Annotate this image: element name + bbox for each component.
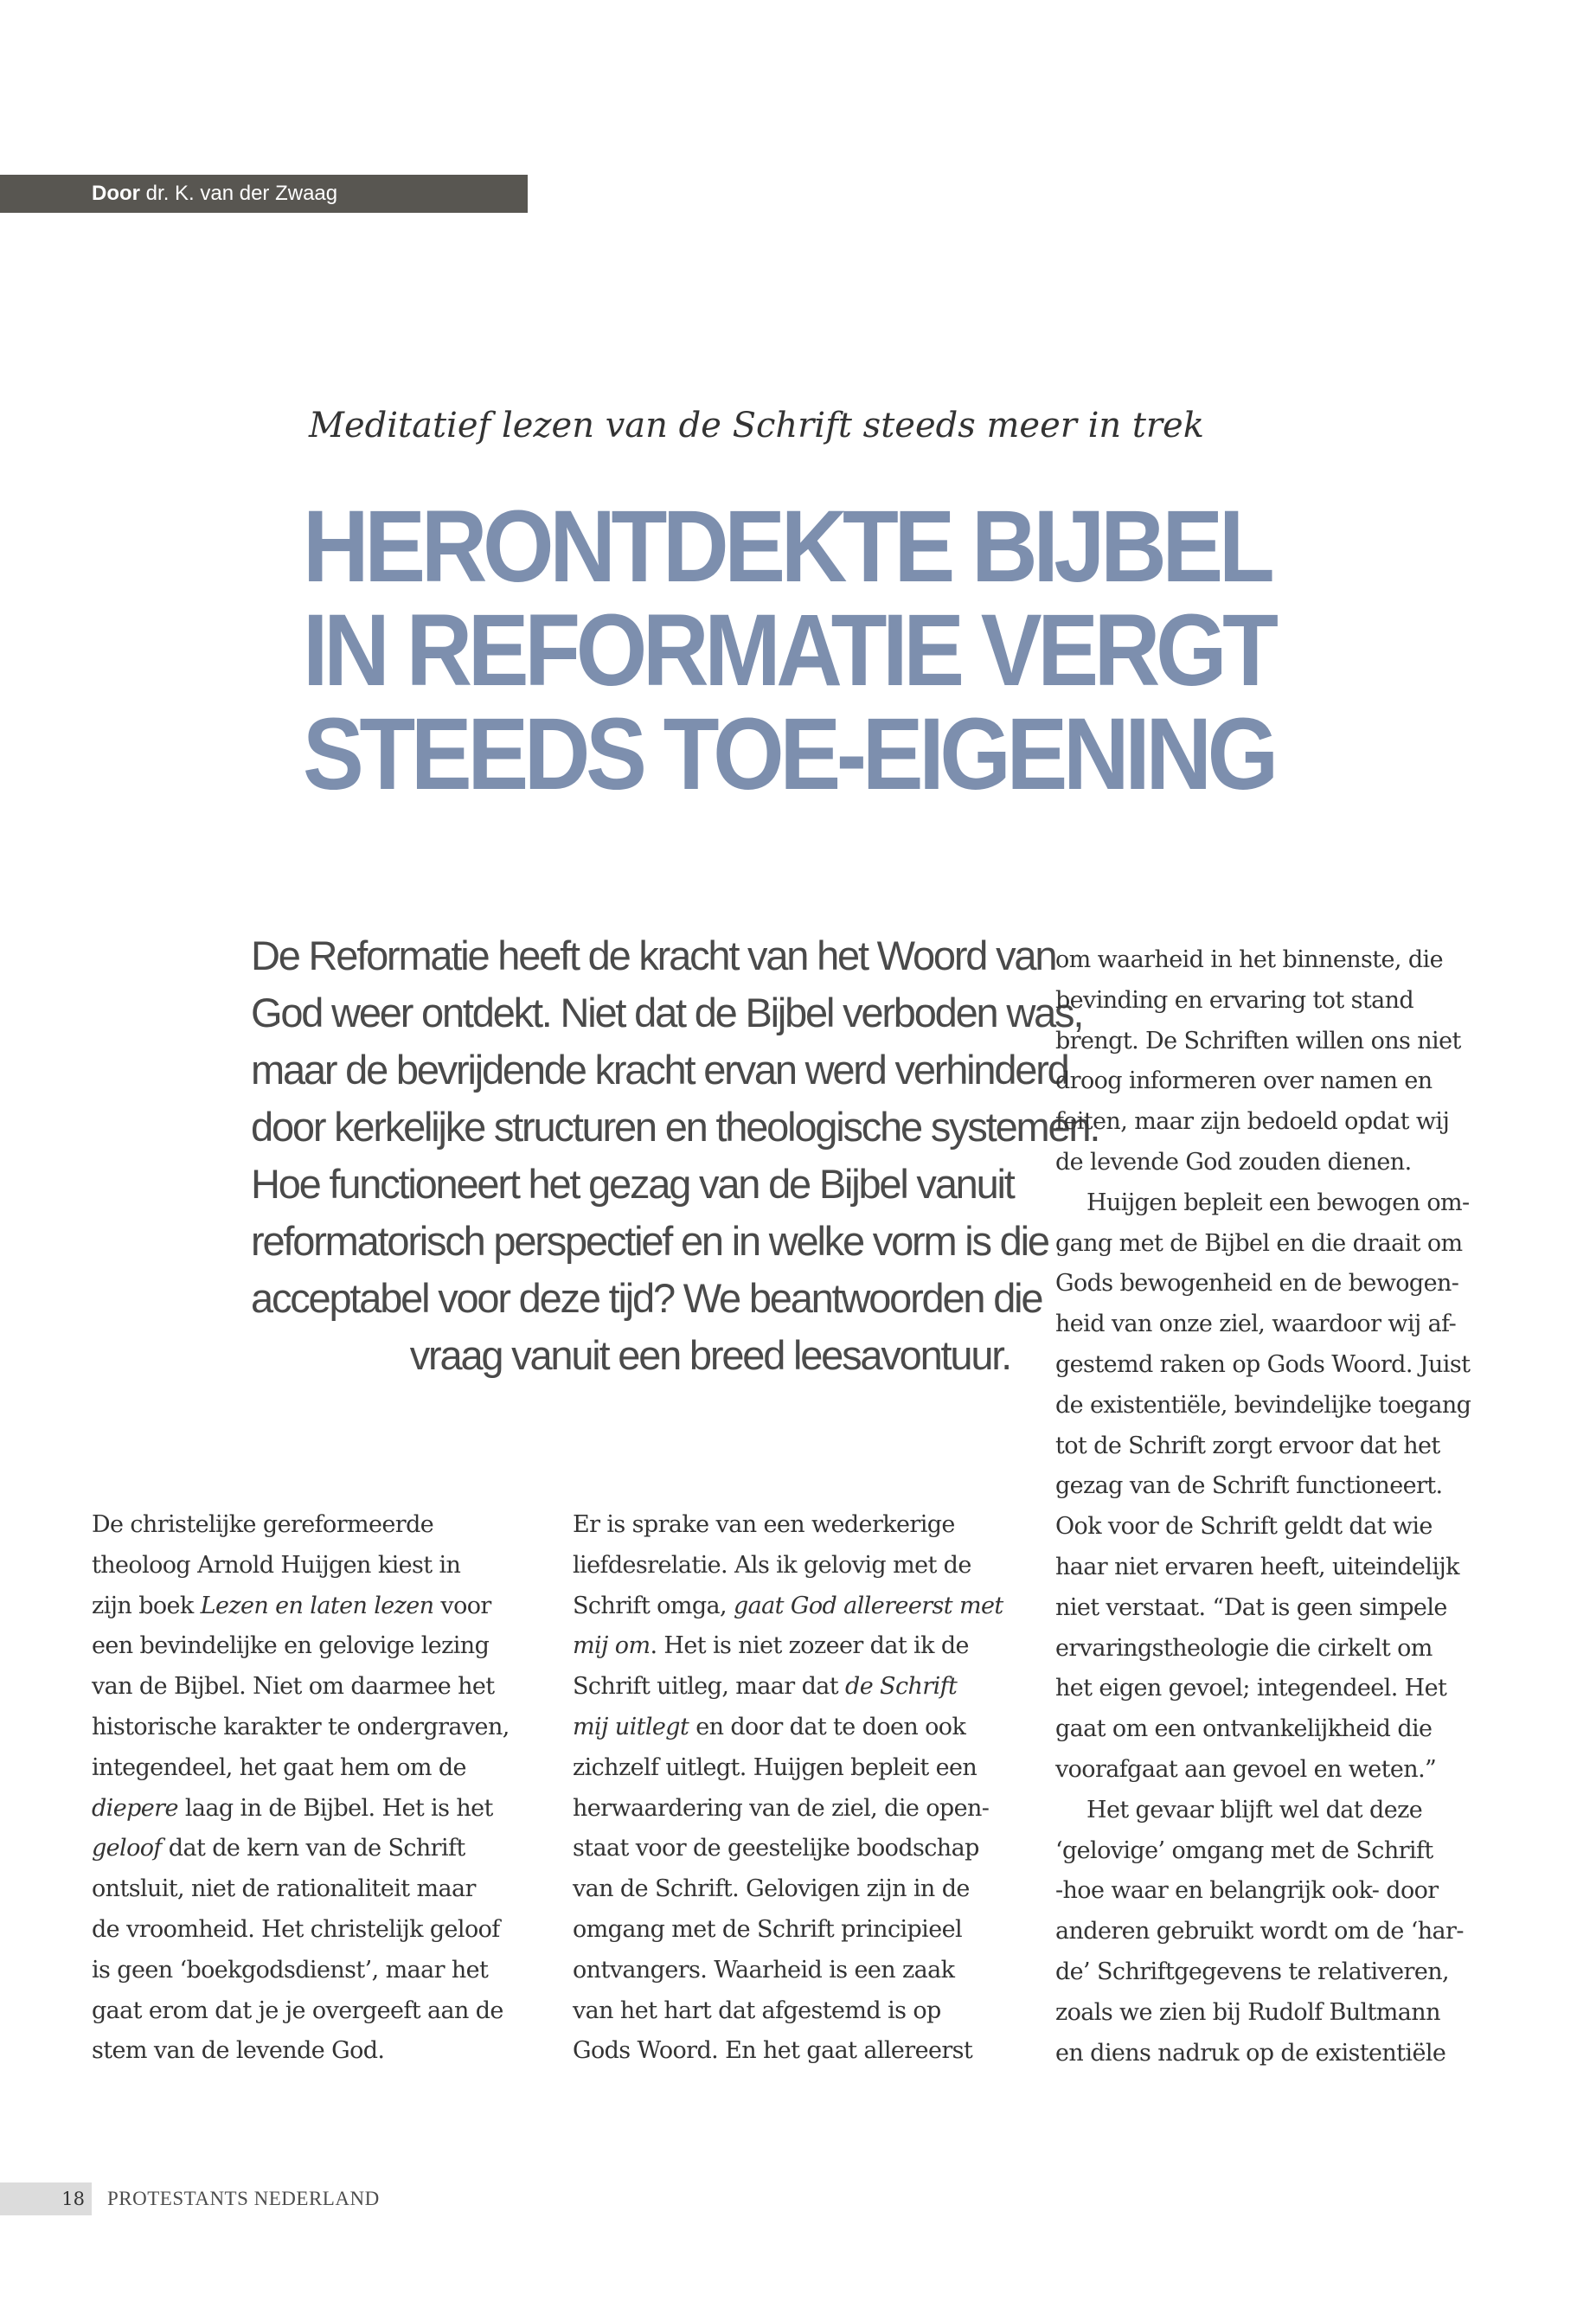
emphasis: mij uitlegt — [573, 1713, 689, 1740]
body-line: staat voor de geestelijke boodschap — [573, 1835, 979, 1862]
body-line: van het hart dat afgestemd is op — [573, 1997, 941, 2024]
body-line: haar niet ervaren heeft, uiteindelijk — [1055, 1553, 1459, 1580]
body-line: heid van onze ziel, waardoor wij af- — [1055, 1311, 1457, 1338]
body-line: de’ Schriftgegevens te relativeren, — [1055, 1958, 1450, 1985]
body-line: ontsluit, niet de rationaliteit maar — [92, 1875, 476, 1903]
body-line: gezag van de Schrift functioneert. — [1055, 1472, 1443, 1500]
intro-line: God weer ontdekt. Niet dat de Bijbel verboden was, — [251, 990, 1083, 1035]
body-line: van de Bijbel. Niet om daarmee het — [92, 1673, 495, 1701]
body-column-2 — [573, 1505, 1022, 2072]
body-text: en door dat te doen ook — [689, 1713, 966, 1740]
body-line: ‘gelovige’ omgang met de Schrift — [1055, 1836, 1433, 1864]
page-number: 18 — [0, 2182, 92, 2215]
body-line: Gods Woord. En het gaat allereerst — [573, 2037, 973, 2065]
publication-name: PROTESTANTS NEDERLAND — [107, 2188, 380, 2209]
body-line: gaat om een ontvankelijkheid die — [1055, 1715, 1433, 1743]
body-line — [573, 1586, 1022, 1627]
body-column-3 — [1055, 940, 1505, 2073]
body-text: . Het is niet zozeer dat ik de — [650, 1632, 969, 1660]
intro-line: door kerkelijke structuren en theologische systemen. — [251, 1104, 1099, 1150]
body-line — [573, 1626, 1022, 1667]
emphasis: de Schrift — [845, 1673, 958, 1701]
intro-line: vraag vanuit een breed leesavontuur. — [409, 1332, 1010, 1378]
headline-line: HERONTDEKTE BIJBEL — [303, 490, 1271, 604]
body-line: Er is sprake van een wederkerige — [573, 1511, 955, 1538]
headline-line: IN REFORMATIE VERGT — [303, 593, 1274, 708]
intro-line: maar de bevrijdende kracht ervan werd verhinderd — [251, 1047, 1068, 1093]
emphasis: diepere — [92, 1794, 178, 1822]
body-line: theoloog Arnold Huijgen kiest in — [92, 1551, 461, 1579]
byline-prefix: Door — [92, 182, 140, 205]
body-text: Schrift uitleg, maar dat — [573, 1673, 846, 1701]
article-intro — [251, 927, 1099, 1384]
body-line: Gods bewogenheid en de bewogen- — [1055, 1270, 1459, 1298]
body-line: gang met de Bijbel en die draait om — [1055, 1229, 1463, 1257]
body-line: Huijgen bepleit een bewogen om- — [1086, 1189, 1470, 1216]
intro-line: Hoe functioneert het gezag van de Bijbel vanuit — [251, 1161, 1014, 1207]
body-line — [92, 1829, 542, 1869]
body-line: droog informeren over namen en — [1055, 1067, 1433, 1095]
body-line: feiten, maar zijn bedoeld opdat wij — [1055, 1108, 1450, 1136]
body-line: ervaringstheologie die cirkelt om — [1055, 1634, 1433, 1662]
body-line: is geen ‘boekgodsdienst’, maar het — [92, 1956, 489, 1984]
body-line: herwaardering van de ziel, die open- — [573, 1794, 990, 1822]
body-line: het eigen gevoel; integendeel. Het — [1055, 1675, 1447, 1702]
body-column-1 — [92, 1505, 542, 2072]
body-text: dat de kern van de Schrift — [161, 1835, 465, 1862]
book-title: Lezen en laten lezen — [200, 1592, 434, 1619]
byline-author: dr. K. van der Zwaag — [145, 182, 338, 205]
body-line: voorafgaat aan gevoel en weten.” — [1055, 1755, 1437, 1783]
intro-line: reformatorisch perspectief en in welke vorm is die — [251, 1218, 1048, 1264]
body-line — [573, 1708, 1022, 1748]
body-line: de existentiële, bevindelijke toegang — [1055, 1391, 1471, 1419]
body-line: integendeel, het gaat hem om de — [92, 1753, 466, 1781]
body-text: zijn boek — [92, 1592, 201, 1619]
emphasis: geloof — [92, 1835, 162, 1862]
article-subtitle: Meditatief lezen van de Schrift steeds meer in trek — [309, 406, 1204, 445]
byline-bar — [0, 175, 528, 213]
intro-line: De Reformatie heeft de kracht van het Woord van — [251, 933, 1056, 978]
body-line: van de Schrift. Gelovigen zijn in de — [573, 1875, 970, 1903]
emphasis: gaat God allereerst met — [733, 1592, 1003, 1619]
body-line: zichzelf uitlegt. Huijgen bepleit een — [573, 1753, 977, 1781]
body-line: een bevindelijke en gelovige lezing — [92, 1632, 490, 1660]
emphasis: mij om — [573, 1632, 651, 1660]
body-line: om waarheid in het binnenste, die — [1055, 946, 1443, 973]
body-line: bevinding en ervaring tot stand — [1055, 986, 1414, 1014]
body-text: voor — [433, 1592, 491, 1619]
body-line: niet verstaat. “Dat is geen simpele — [1055, 1593, 1447, 1621]
body-line: brengt. De Schriften willen ons niet — [1055, 1027, 1461, 1054]
body-line: de vroomheid. Het christelijk geloof — [92, 1915, 500, 1943]
body-line: zoals we zien bij Rudolf Bultmann — [1055, 1998, 1440, 2026]
body-line: ontvangers. Waarheid is een zaak — [573, 1956, 955, 1984]
body-line: liefdesrelatie. Als ik gelovig met de — [573, 1551, 971, 1579]
body-text: laag in de Bijbel. Het is het — [177, 1794, 493, 1822]
body-line: stem van de levende God. — [92, 2037, 385, 2065]
body-line: en diens nadruk op de existentiële — [1055, 2039, 1446, 2067]
body-line: anderen gebruikt wordt om de ‘har- — [1055, 1918, 1464, 1945]
body-line: gaat erom dat je je overgeeft aan de — [92, 1997, 503, 2024]
body-line — [573, 1667, 1022, 1708]
body-line: De christelijke gereformeerde — [92, 1511, 434, 1538]
body-line: omgang met de Schrift principieel — [573, 1915, 963, 1943]
body-line: historische karakter te ondergraven, — [92, 1713, 510, 1740]
body-line: gestemd raken op Gods Woord. Juist — [1055, 1350, 1471, 1378]
article-headline — [303, 490, 1439, 811]
body-line — [92, 1789, 542, 1830]
body-line: de levende God zouden dienen. — [1055, 1148, 1412, 1176]
body-line — [92, 1586, 542, 1627]
intro-line: acceptabel voor deze tijd? We beantwoorden die — [251, 1275, 1042, 1321]
body-line: tot de Schrift zorgt ervoor dat het — [1055, 1432, 1440, 1459]
body-text: Schrift omga, — [573, 1592, 734, 1619]
headline-line: STEEDS TOE-EIGENING — [303, 697, 1274, 811]
body-line: -hoe waar en belangrijk ook- door — [1055, 1877, 1439, 1905]
body-line: Ook voor de Schrift geldt dat wie — [1055, 1513, 1433, 1541]
body-line: Het gevaar blijft wel dat deze — [1086, 1796, 1423, 1823]
